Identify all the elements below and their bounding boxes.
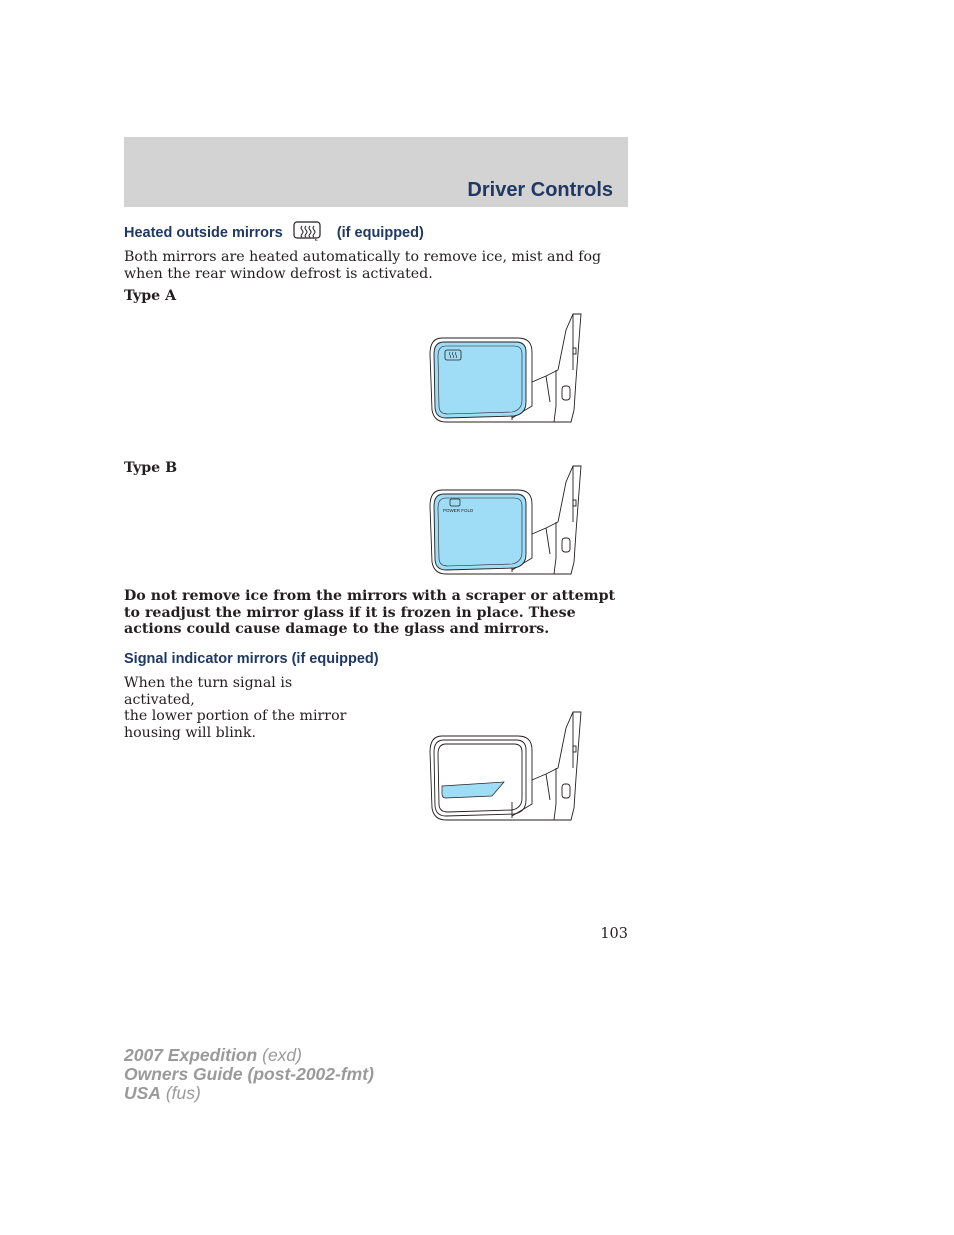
- footer-model: 2007 Expedition: [124, 1045, 258, 1065]
- footer-model-code: (exd): [262, 1045, 302, 1065]
- type-b-mirror-glass: [434, 494, 526, 570]
- page-number: 103: [600, 926, 628, 942]
- mirror-ice-warning: Do not remove ice from the mirrors with a scraper or attempt to readjust the mirror glass if it is frozen in place. These actions could cause damage to the glass and mirrors.: [124, 588, 616, 637]
- type-b-label: Type B: [124, 460, 178, 476]
- signal-mirrors-heading-text: Signal indicator mirrors (if equipped): [124, 651, 379, 667]
- footer-line-2: [124, 1065, 374, 1084]
- type-b-mirror-illustration: [426, 462, 588, 578]
- heated-mirrors-heading-suffix: (if equipped): [336, 224, 424, 241]
- signal-mirrors-heading: [124, 651, 379, 667]
- section-title: Driver Controls: [467, 179, 613, 201]
- power-fold-button-label: POWER FOLD: [443, 508, 474, 513]
- signal-description-line: the lower portion of the mirror: [124, 708, 347, 724]
- heated-mirrors-description: Both mirrors are heated automatically to remove ice, mist and fog when the rear window defrost is activated.: [124, 249, 602, 282]
- type-a-mirror-glass: [434, 342, 526, 418]
- footer-line-1: [124, 1046, 374, 1065]
- heated-mirrors-heading: [124, 221, 424, 245]
- footer-market-code: (fus): [165, 1083, 201, 1103]
- type-a-label: Type A: [124, 288, 177, 304]
- signal-description-line: When the turn signal is activated,: [124, 675, 293, 708]
- section-header-bar: [124, 137, 628, 207]
- signal-description-line: housing will blink.: [124, 724, 257, 741]
- signal-mirrors-description: [124, 675, 364, 741]
- footer-guide-name: Owners Guide (post-2002-fmt): [124, 1064, 374, 1084]
- turn-signal-indicator-strip: [442, 782, 504, 798]
- heated-mirrors-heading-text: Heated outside mirrors: [124, 224, 283, 241]
- footer-market: USA: [124, 1083, 161, 1103]
- signal-mirror-illustration: [426, 700, 588, 840]
- document-footer: [124, 1046, 374, 1103]
- footer-line-3: [124, 1084, 374, 1103]
- rear-defrost-icon: [293, 221, 321, 245]
- type-a-mirror-illustration: [426, 310, 588, 426]
